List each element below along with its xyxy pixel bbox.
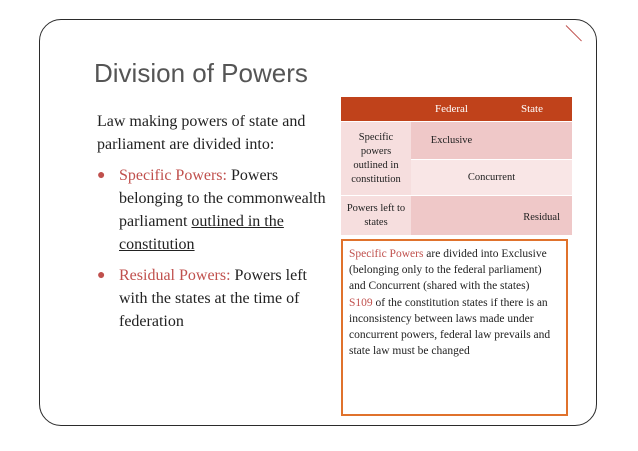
bullet-text: Powers left with the states at the time of federation (119, 267, 307, 330)
table-cell-residual: Residual (492, 196, 572, 236)
table-row-label: Powers left to states (341, 196, 411, 236)
table-cell-exclusive: Exclusive (411, 122, 492, 160)
table-row (341, 196, 572, 236)
callout-text: are divided into Exclusive (belonging only to the federal parliament) and Concurrent (shared with the states) (349, 248, 547, 293)
table-cell (411, 196, 492, 236)
table-row-label: Specific powers outlined in constitution (341, 122, 411, 196)
intro-text: Law making powers of state and parliament are divided into: (97, 113, 306, 153)
table-header-row (341, 97, 572, 122)
body-text (97, 110, 337, 341)
callout-term: S109 (349, 296, 373, 309)
bullet-specific-powers (97, 164, 337, 256)
powers-table (341, 97, 572, 236)
bullet-icon: ● (97, 268, 106, 283)
slide-title: Division of Powers (94, 58, 308, 88)
bullet-term: Residual Powers: (119, 267, 231, 284)
table-header-cell: Federal (411, 97, 492, 122)
table-header-cell (341, 97, 411, 122)
bullet-term: Specific Powers: (119, 167, 227, 184)
table-cell (492, 122, 572, 160)
bullet-underlined-text: outlined in the constitution (119, 213, 284, 253)
callout-text: of the constitution states if there is an inconsistency between laws made under concurrent powers, federal law prevails and state law must be changed (349, 296, 551, 358)
bullet-text: Powers belonging to the commonwealth parliament (119, 167, 326, 230)
bullet-icon: ● (97, 168, 106, 183)
callout-paragraph (349, 246, 560, 295)
callout-paragraph (349, 295, 560, 360)
callout-box (341, 239, 568, 416)
bullet-residual-powers (97, 264, 337, 333)
table-cell-concurrent: Concurrent (411, 160, 572, 196)
table-header-cell: State (492, 97, 572, 122)
callout-term: Specific Powers (349, 248, 424, 260)
table-row (341, 122, 572, 160)
